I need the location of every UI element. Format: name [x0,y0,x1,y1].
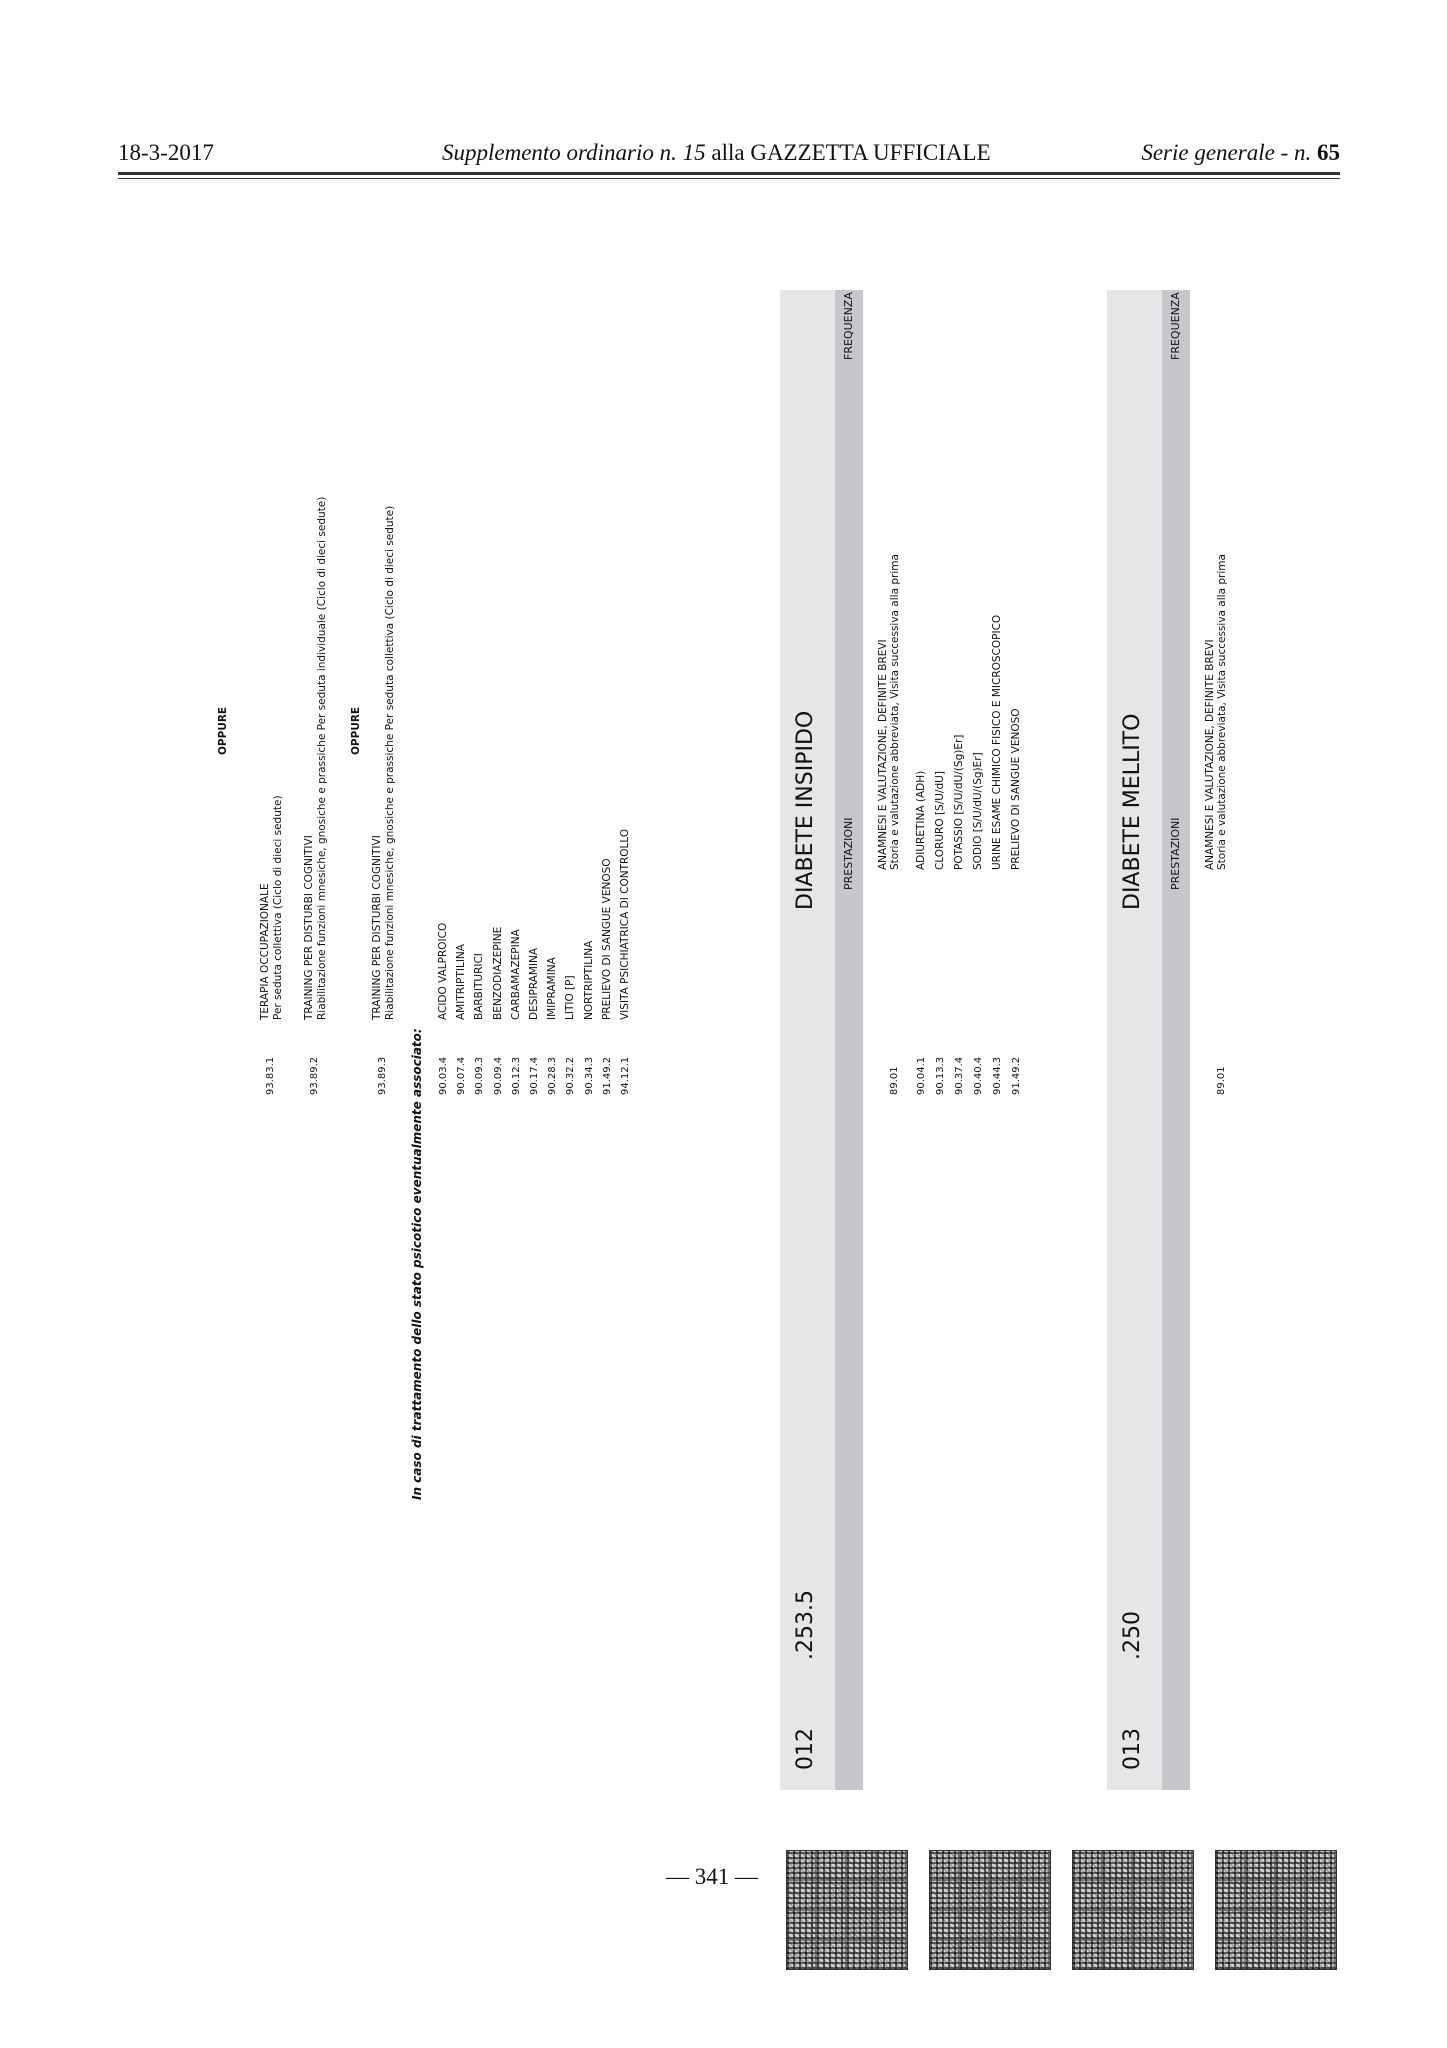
row-code: 90.40.4 [973,1056,984,1095]
row-code: 90.04.1 [916,1056,927,1095]
item-code: 93.89.3 [377,1056,388,1095]
row-title: CLORURO [S/U/dU] [934,771,946,870]
header-rule-thin [118,178,1340,179]
header-date: 18-3-2017 [118,140,214,165]
item-title: TRAINING PER DISTURBI COGNITIVI [371,835,383,1020]
drug-name: ACIDO VALPROICO [437,922,449,1020]
qr-code-image [929,1850,1051,1970]
item-title: TRAINING PER DISTURBI COGNITIVI [303,835,315,1020]
drug-code: 94.12.1 [620,1056,631,1095]
row-title: SODIO [S/U/dU/(Sg)Er] [972,752,984,870]
drug-name: CARBAMAZEPINA [509,929,522,1020]
header-gazette: alla GAZZETTA UFFICIALE [705,140,991,165]
row-title: PRELIEVO DI SANGUE VENOSO [1010,708,1022,870]
drug-code: 90.03.4 [438,1056,449,1095]
header-series-sep: - n. [1274,140,1317,165]
item-desc: Riabilitazione funzioni mnesiche, gnosiche e prassiche Per seduta collettiva (Ciclo di dieci sedute) [384,505,396,1020]
row-title: URINE ESAME CHIMICO FISICO E MICROSCOPICO [991,614,1003,870]
drug-code: 90.32.2 [565,1056,577,1095]
psychotic-note: In caso di trattamento dello stato psicotico eventualmente associato: [410,1028,424,1500]
row-desc: Storia e valutazione abbreviata, Visita successiva alla prima [1216,554,1228,870]
drug-name: PRELIEVO DI SANGUE VENOSO [600,858,613,1020]
item-title: TERAPIA OCCUPAZIONALE [259,883,271,1020]
item-desc: Riabilitazione funzioni mnesiche, gnosiche e prassiche Per seduta individuale (Ciclo di dieci sedute) [316,496,328,1020]
drug-name: IMIPRAMINA [546,957,559,1020]
item-desc: Per seduta collettiva (Ciclo di dieci sedute) [272,795,284,1020]
col-frequenza: FREQUENZA [1169,292,1182,360]
drug-code: 90.28.3 [547,1056,559,1095]
drug-name: AMITRIPTILINA [455,944,468,1020]
header-publication [442,140,991,166]
drug-code: 90.09.4 [492,1056,504,1095]
drug-code: 90.17.4 [529,1056,540,1095]
row-code: 90.37.4 [954,1056,965,1095]
drug-name: VISITA PSICHIATRICA DI CONTROLLO [619,828,631,1020]
row-code: 89.01 [1216,1066,1227,1095]
drug-code: 91.49.2 [601,1056,613,1095]
section-icd: .253.5 [793,1590,818,1660]
drug-code: 90.07.4 [456,1056,468,1095]
header-series [1141,140,1340,166]
item-code: 93.83.1 [265,1056,276,1095]
drug-name: BARBITURICI [473,953,486,1020]
drug-name: NORTRIPTILINA [582,940,595,1020]
section-number: 013 [1120,1728,1145,1770]
oppure-label-1: OPPURE [217,706,229,755]
drug-name: LITIO [P] [564,975,577,1020]
drug-name: BENZODIAZEPINE [491,926,504,1020]
section-icd: .250 [1120,1611,1145,1660]
row-title: ANAMNESI E VALUTAZIONE, DEFINITE BREVI [877,639,889,870]
row-code: 90.13.3 [935,1056,946,1095]
section-title: DIABETE INSIPIDO [793,710,818,910]
section-column-headers [835,290,863,1790]
header-issue-number: 65 [1317,140,1340,165]
row-desc: Storia e valutazione abbreviata, Visita successiva alla prima [889,554,901,870]
col-prestazioni: PRESTAZIONI [1169,817,1182,890]
header-supplement: Supplemento ordinario n. 15 [442,140,706,165]
oppure-label-2: OPPURE [350,706,362,755]
qr-code-image [1072,1850,1194,1970]
section-number: 012 [793,1728,818,1770]
drug-code: 90.34.3 [583,1056,595,1095]
col-frequenza: FREQUENZA [842,292,855,360]
item-code: 93.89.2 [309,1056,320,1095]
qr-code-image [786,1850,908,1970]
section-header [780,290,835,1790]
row-code: 91.49.2 [1011,1056,1022,1095]
drug-code: 90.09.3 [474,1056,486,1095]
header-series-label: Serie generale [1141,140,1275,165]
row-code: 90.44.3 [992,1056,1003,1095]
section-header [1107,290,1162,1790]
drug-name: DESIPRAMINA [528,947,540,1020]
qr-code-image [1215,1850,1337,1970]
row-code: 89.01 [889,1066,900,1095]
row-title: ADIURETINA (ADH) [915,770,927,870]
page-header [118,140,1340,170]
row-title: POTASSIO [S/U/dU/(Sg)Er] [953,734,965,870]
col-prestazioni: PRESTAZIONI [842,817,855,890]
rotated-content [215,240,1235,1790]
section-column-headers [1162,290,1190,1790]
section-title: DIABETE MELLITO [1120,713,1145,910]
drug-code: 90.12.3 [510,1056,522,1095]
page-number: — 341 — [666,1864,758,1889]
row-title: ANAMNESI E VALUTAZIONE, DEFINITE BREVI [1204,639,1216,870]
header-rule-thick [118,172,1340,175]
